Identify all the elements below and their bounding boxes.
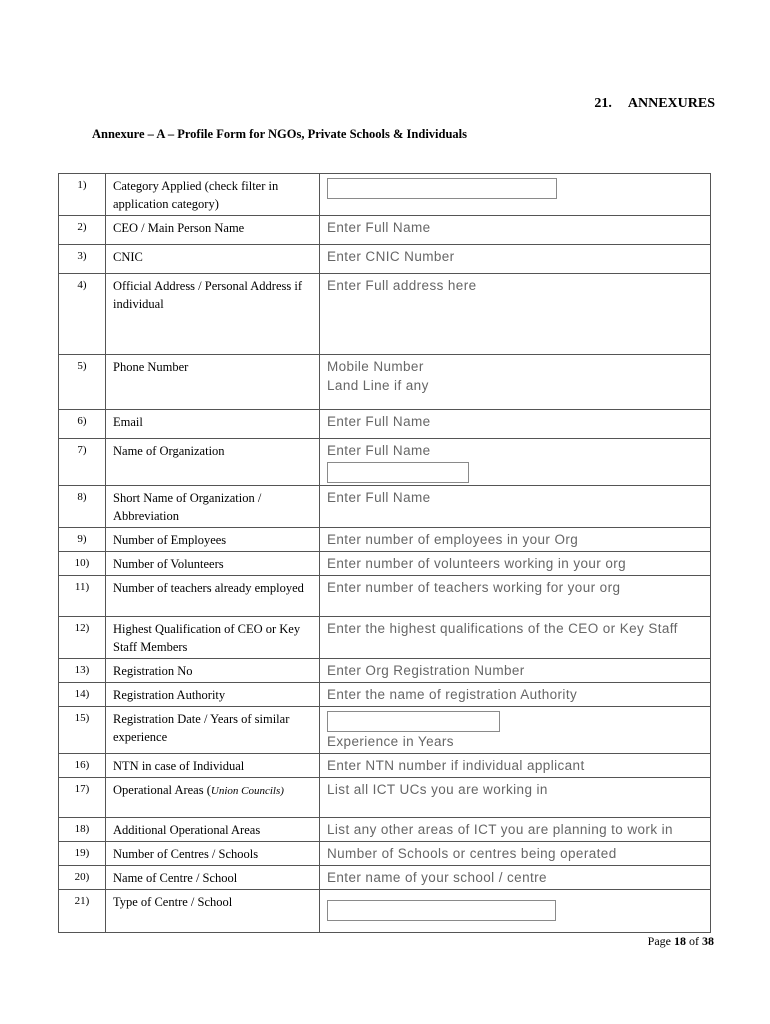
teachers-input[interactable]: Enter number of teachers working for your org: [320, 576, 711, 617]
row-number: 8): [59, 486, 106, 528]
table-row: [59, 659, 711, 683]
field-label: CEO / Main Person Name: [106, 216, 320, 245]
table-row: [59, 552, 711, 576]
table-row: [59, 216, 711, 245]
row-number: 16): [59, 754, 106, 778]
row-number: 21): [59, 890, 106, 933]
field-label: Additional Operational Areas: [106, 818, 320, 842]
table-row: [59, 683, 711, 707]
row-number: 13): [59, 659, 106, 683]
landline-placeholder: Land Line if any: [327, 378, 429, 393]
ceo-name-input[interactable]: Enter Full Name: [320, 216, 711, 245]
field-label: Phone Number: [106, 355, 320, 410]
table-row: [59, 818, 711, 842]
field-label: Type of Centre / School: [106, 890, 320, 933]
phone-field[interactable]: [320, 355, 711, 410]
registration-date-field: [320, 707, 711, 754]
section-number: 21.: [594, 96, 612, 111]
table-row: [59, 486, 711, 528]
table-row: [59, 890, 711, 933]
row-number: 14): [59, 683, 106, 707]
table-row: [59, 576, 711, 617]
category-input[interactable]: [327, 178, 557, 199]
field-label: CNIC: [106, 245, 320, 274]
table-row: [59, 245, 711, 274]
qualification-input[interactable]: Enter the highest qualifications of the CEO or Key Staff: [320, 617, 711, 659]
table-row: [59, 778, 711, 818]
union-councils-label: Union Councils): [210, 785, 284, 797]
row-number: 19): [59, 842, 106, 866]
field-label: Short Name of Organization / Abbreviation: [106, 486, 320, 528]
row-number: 18): [59, 818, 106, 842]
table-row: [59, 174, 711, 216]
section-heading: [594, 96, 715, 112]
category-field: [320, 174, 711, 216]
row-number: 2): [59, 216, 106, 245]
field-label: Registration Authority: [106, 683, 320, 707]
of-word: of: [689, 934, 699, 948]
field-label: Number of Volunteers: [106, 552, 320, 576]
row-number: 1): [59, 174, 106, 216]
field-label: [106, 778, 320, 818]
centre-type-input[interactable]: [327, 900, 556, 921]
row-number: 7): [59, 439, 106, 486]
table-row: [59, 439, 711, 486]
table-row: [59, 707, 711, 754]
email-input[interactable]: Enter Full Name: [320, 410, 711, 439]
page-word: Page: [647, 934, 671, 948]
centre-type-field: [320, 890, 711, 933]
table-row: [59, 528, 711, 552]
organization-name-field: [320, 439, 711, 486]
organization-name-placeholder[interactable]: Enter Full Name: [327, 443, 431, 458]
field-label: Name of Centre / School: [106, 866, 320, 890]
table-row: [59, 617, 711, 659]
total-pages: 38: [702, 934, 714, 948]
short-name-input[interactable]: Enter Full Name: [320, 486, 711, 528]
row-number: 15): [59, 707, 106, 754]
field-label: Number of Centres / Schools: [106, 842, 320, 866]
row-number: 10): [59, 552, 106, 576]
row-number: 4): [59, 274, 106, 355]
registration-number-input[interactable]: Enter Org Registration Number: [320, 659, 711, 683]
mobile-number-placeholder: Mobile Number: [327, 359, 424, 374]
annexure-title: Annexure – A – Profile Form for NGOs, Private Schools & Individuals: [92, 127, 468, 141]
field-label: Email: [106, 410, 320, 439]
field-label: Official Address / Personal Address if individual: [106, 274, 320, 355]
operational-areas-input[interactable]: List all ICT UCs you are working in: [320, 778, 711, 818]
field-label: Highest Qualification of CEO or Key Staff Members: [106, 617, 320, 659]
current-page: 18: [674, 934, 686, 948]
registration-authority-input[interactable]: Enter the name of registration Authority: [320, 683, 711, 707]
registration-date-input[interactable]: [327, 711, 500, 732]
centre-name-input[interactable]: Enter name of your school / centre: [320, 866, 711, 890]
cnic-input[interactable]: Enter CNIC Number: [320, 245, 711, 274]
operational-areas-label: Operational Areas (: [113, 783, 211, 797]
row-number: 9): [59, 528, 106, 552]
table-row: [59, 842, 711, 866]
table-row: [59, 355, 711, 410]
experience-years-input[interactable]: Experience in Years: [327, 734, 454, 749]
row-number: 11): [59, 576, 106, 617]
table-row: [59, 866, 711, 890]
profile-form-table: [58, 173, 711, 933]
field-label: Number of teachers already employed: [106, 576, 320, 617]
section-title: ANNEXURES: [627, 96, 715, 111]
field-label: NTN in case of Individual: [106, 754, 320, 778]
row-number: 3): [59, 245, 106, 274]
field-label: Category Applied (check filter in application category): [106, 174, 320, 216]
row-number: 6): [59, 410, 106, 439]
row-number: 17): [59, 778, 106, 818]
ntn-input[interactable]: Enter NTN number if individual applicant: [320, 754, 711, 778]
field-label: Registration Date / Years of similar experience: [106, 707, 320, 754]
table-row: [59, 754, 711, 778]
employees-input[interactable]: Enter number of employees in your Org: [320, 528, 711, 552]
volunteers-input[interactable]: Enter number of volunteers working in your org: [320, 552, 711, 576]
address-input[interactable]: Enter Full address here: [320, 274, 711, 355]
table-row: [59, 410, 711, 439]
row-number: 12): [59, 617, 106, 659]
table-row: [59, 274, 711, 355]
field-label: Registration No: [106, 659, 320, 683]
additional-areas-input[interactable]: List any other areas of ICT you are planning to work in: [320, 818, 711, 842]
field-label: Name of Organization: [106, 439, 320, 486]
page-footer: [648, 934, 714, 949]
row-number: 20): [59, 866, 106, 890]
field-label: Number of Employees: [106, 528, 320, 552]
row-number: 5): [59, 355, 106, 410]
organization-name-input[interactable]: [327, 462, 469, 483]
centres-count-input[interactable]: Number of Schools or centres being operated: [320, 842, 711, 866]
